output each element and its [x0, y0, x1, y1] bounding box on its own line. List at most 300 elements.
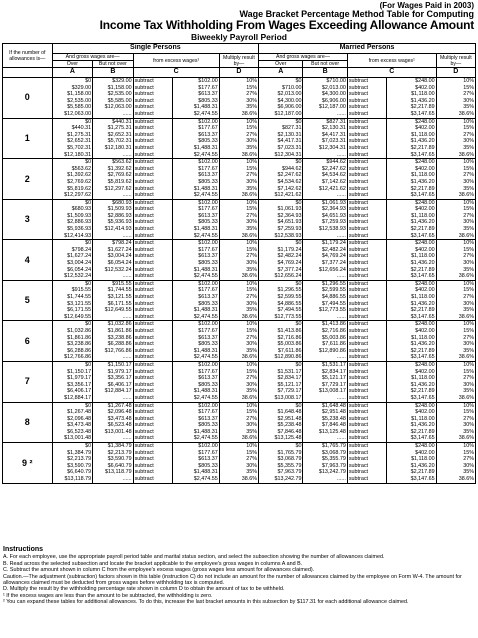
cell-line: subtract — [134, 443, 154, 450]
cell-line: subtract — [134, 212, 154, 219]
cell-line: 27% — [463, 375, 474, 382]
cell-line: 15% — [463, 125, 474, 132]
cell-line: $710.00 — [281, 84, 302, 91]
cell-line: subtract — [348, 415, 369, 422]
cell-line: subtract — [134, 313, 154, 320]
multiply-percent — [436, 240, 475, 281]
cell-line: $402.00 — [415, 165, 435, 172]
cell-line: $177.67 — [198, 327, 218, 334]
cell-line: subtract — [348, 138, 369, 145]
cell-line: 10% — [246, 159, 258, 166]
footnote-1: ¹ If the excess wages are less than the amount to be subtracted, the withholding is zero. — [3, 592, 213, 599]
cell-line: $402.00 — [415, 287, 435, 294]
cell-line: $402.00 — [415, 206, 435, 213]
cell-line: 27% — [246, 294, 258, 300]
cell-line: $5,238.48 — [277, 422, 302, 429]
cell-line: 35% — [463, 185, 474, 192]
subtract-words — [133, 240, 172, 281]
subtract-amounts — [387, 361, 437, 402]
cell-line: $6,406.17 — [67, 388, 92, 395]
cell-line: 27% — [246, 456, 258, 463]
cell-line: $2,217.89 — [410, 469, 435, 476]
cell-line: subtract — [348, 368, 369, 375]
table-row — [3, 118, 476, 159]
cell-line: subtract — [134, 375, 154, 382]
cell-line: subtract — [348, 409, 369, 416]
cell-line: $4,769.24 — [321, 253, 346, 260]
cell-line: subtract — [348, 388, 369, 395]
over-values — [52, 118, 92, 159]
cell-line: 30% — [463, 138, 474, 145]
over-values — [52, 159, 92, 200]
cell-line: $248.00 — [415, 159, 435, 166]
cell-line: 27% — [246, 172, 258, 179]
cell-line: 15% — [246, 206, 258, 213]
cell-line: subtract — [134, 321, 154, 328]
cell-line: $1,436.20 — [410, 422, 435, 429]
cell-line: $1,436.20 — [410, 341, 435, 348]
cell-line: $12,538.93 — [274, 232, 302, 239]
cell-line: $805.33 — [198, 178, 218, 185]
cell-line: $248.00 — [415, 280, 435, 287]
cell-line: $0 — [85, 199, 92, 206]
cell-line: $0 — [85, 280, 92, 287]
not-over-values — [303, 321, 347, 362]
cell-line: 27% — [463, 131, 474, 138]
cell-line: $7,023.31 — [277, 144, 302, 151]
cell-line: $7,611.86 — [322, 341, 346, 348]
over-values — [52, 443, 92, 484]
cell-line: ...... — [122, 354, 132, 361]
cell-line: $1,118.00 — [411, 253, 435, 260]
married-gross-wages-header: And gross wages are— — [259, 54, 348, 61]
subtract-words — [347, 159, 386, 200]
cell-line: ...... — [122, 192, 132, 199]
cell-line: $2,599.55 — [277, 294, 302, 300]
cell-line: subtract — [134, 327, 154, 334]
cell-line: 10% — [463, 402, 474, 409]
cell-line: subtract — [348, 118, 369, 125]
cell-line: $3,004.24 — [67, 260, 92, 267]
cell-line: 15% — [246, 449, 258, 456]
single-subtract-header: from excess wages¹ — [133, 54, 219, 68]
allowance-count: 5 — [3, 280, 53, 321]
cell-line: 30% — [463, 381, 474, 388]
cell-line: $827.31 — [281, 125, 302, 132]
over-values — [259, 78, 303, 119]
cell-line: $12,304.31 — [318, 144, 346, 151]
subtract-words — [133, 78, 172, 119]
cell-line: 30% — [246, 97, 258, 104]
cell-line: $4,769.24 — [277, 260, 302, 267]
cell-line: subtract — [348, 192, 369, 199]
cell-line: subtract — [134, 144, 154, 151]
cell-line: $3,147.65 — [410, 354, 435, 361]
cell-line: subtract — [348, 476, 369, 483]
single-gross-wages-header: And gross wages are— — [52, 54, 133, 61]
col-letter: A — [259, 68, 303, 78]
cell-line: $177.67 — [198, 409, 218, 416]
cell-line: $2,535.00 — [107, 91, 132, 98]
cell-line: $6,640.79 — [67, 469, 92, 476]
not-over-values — [93, 321, 133, 362]
cell-line: $1,488.31 — [193, 104, 218, 111]
table-row — [3, 321, 476, 362]
cell-line: 15% — [463, 368, 474, 375]
cell-line: $12,884.17 — [64, 394, 92, 401]
cell-line: 10% — [463, 280, 474, 287]
table-row — [3, 78, 476, 119]
cell-line: subtract — [134, 206, 154, 213]
multiply-percent — [436, 159, 475, 200]
allowance-count: 0 — [3, 78, 53, 119]
cell-line: subtract — [134, 110, 154, 117]
subtract-amounts — [172, 159, 219, 200]
cell-line: $5,585.00 — [67, 104, 92, 111]
col-letter: D — [219, 68, 258, 78]
cell-line: subtract — [348, 394, 369, 401]
multiply-percent — [219, 280, 258, 321]
cell-line: $2,769.62 — [67, 178, 92, 185]
cell-line: subtract — [134, 131, 154, 138]
table-title-line1: Wage Bracket Percentage Method Table for Computing — [239, 9, 474, 19]
cell-line: $613.37 — [198, 253, 218, 260]
cell-line: $2,474.55 — [193, 435, 218, 442]
cell-line: subtract — [348, 313, 369, 320]
subtract-amounts — [172, 443, 219, 484]
cell-line: $2,482.24 — [321, 246, 346, 253]
cell-line: 15% — [246, 327, 258, 334]
cell-line: $7,494.55 — [277, 307, 302, 314]
cell-line: subtract — [134, 428, 154, 435]
multiply-percent — [436, 443, 475, 484]
cell-line: 10% — [463, 361, 474, 368]
cell-line: subtract — [348, 341, 369, 348]
subtract-words — [347, 118, 386, 159]
cell-line: subtract — [134, 125, 154, 132]
cell-line: $6,523.48 — [67, 428, 92, 435]
cell-line: $798.24 — [71, 246, 92, 253]
cell-line: $1,118.00 — [411, 131, 435, 138]
cell-line: $0 — [85, 321, 92, 328]
subtract-words — [133, 159, 172, 200]
cell-line: $248.00 — [415, 361, 435, 368]
cell-line: $2,834.17 — [277, 375, 302, 382]
cell-line: subtract — [134, 280, 154, 287]
cell-line: subtract — [348, 219, 369, 226]
cell-line: ...... — [122, 273, 132, 280]
cell-line: 35% — [246, 469, 258, 476]
cell-line: $1,436.20 — [410, 300, 435, 307]
cell-line: $402.00 — [415, 125, 435, 132]
cell-line: subtract — [348, 422, 369, 429]
cell-line: subtract — [348, 361, 369, 368]
cell-line: $1,392.62 — [67, 172, 92, 179]
cell-line: 35% — [246, 144, 258, 151]
cell-line: $6,640.79 — [107, 462, 132, 469]
cell-line: $805.33 — [198, 422, 218, 429]
cell-line: $0 — [85, 159, 92, 166]
cell-line: subtract — [134, 232, 154, 239]
cell-line: subtract — [348, 443, 369, 450]
cell-line: subtract — [134, 415, 154, 422]
subtract-words — [133, 361, 172, 402]
cell-line: 27% — [246, 91, 258, 98]
cell-line: $3,147.65 — [410, 273, 435, 280]
cell-line: $2,364.93 — [321, 206, 346, 213]
cell-line: $798.24 — [112, 240, 132, 247]
cell-line: $1,979.17 — [107, 368, 132, 375]
cell-line: $12,890.86 — [318, 347, 346, 354]
cell-line: $329.00 — [112, 78, 132, 84]
multiply-percent — [219, 361, 258, 402]
cell-line: $1,158.00 — [67, 91, 92, 98]
cell-line: ...... — [336, 110, 346, 117]
cell-line: $0 — [295, 240, 302, 247]
cell-line: $2,652.31 — [107, 131, 132, 138]
cell-line: $3,147.65 — [410, 476, 435, 483]
multiply-percent — [219, 78, 258, 119]
cell-line: $102.00 — [198, 159, 218, 166]
cell-line: $6,054.24 — [67, 266, 92, 273]
cell-line: $613.37 — [198, 375, 218, 382]
cell-line: $4,417.31 — [277, 138, 302, 145]
cell-line: $7,611.86 — [277, 347, 302, 354]
cell-line: $13,125.48 — [318, 428, 346, 435]
cell-line: $1,296.55 — [321, 280, 346, 287]
cell-line: subtract — [134, 361, 154, 368]
cell-line: 35% — [463, 266, 474, 273]
cell-line: $177.67 — [198, 246, 218, 253]
subtract-amounts — [172, 240, 219, 281]
cell-line: $613.37 — [198, 334, 218, 341]
cell-line: 27% — [463, 415, 474, 422]
cell-line: subtract — [134, 456, 154, 463]
subtract-words — [347, 240, 386, 281]
multiply-percent — [219, 159, 258, 200]
multiply-percent — [219, 199, 258, 240]
not-over-values — [303, 159, 347, 200]
cell-line: $1,179.24 — [321, 240, 346, 247]
cell-line: $102.00 — [198, 361, 218, 368]
cell-line: $2,716.86 — [277, 334, 302, 341]
instructions — [3, 547, 475, 606]
over-values — [259, 402, 303, 443]
cell-line: $0 — [85, 240, 92, 247]
cell-line: $12,884.17 — [104, 388, 132, 395]
cell-line: subtract — [348, 97, 369, 104]
cell-line: $3,473.48 — [67, 422, 92, 429]
cell-line: $0 — [85, 443, 92, 450]
cell-line: $102.00 — [198, 240, 218, 247]
cell-line: $1,413.86 — [277, 327, 302, 334]
cell-line: $3,068.79 — [321, 449, 346, 456]
cell-line: $12,532.24 — [64, 273, 92, 280]
cell-line: $2,130.31 — [277, 131, 302, 138]
allowance-count: 1 — [3, 118, 53, 159]
cell-line: $12,773.55 — [318, 307, 346, 314]
cell-line: subtract — [134, 226, 154, 233]
cell-line: subtract — [348, 327, 369, 334]
cell-line: $12,297.62 — [64, 192, 92, 199]
cell-line: $5,702.31 — [107, 138, 132, 145]
cell-line: $1,979.17 — [67, 375, 92, 382]
cell-line: 35% — [463, 469, 474, 476]
not-over-values — [303, 443, 347, 484]
cell-line: ...... — [122, 151, 132, 158]
cell-line: $1,118.00 — [411, 172, 435, 179]
cell-line: subtract — [134, 199, 154, 206]
cell-line: $12,656.24 — [318, 266, 346, 273]
over-values — [259, 321, 303, 362]
cell-line: $12,063.00 — [64, 110, 92, 117]
subtract-amounts — [387, 402, 437, 443]
subtract-words — [133, 280, 172, 321]
over-values — [259, 118, 303, 159]
cell-line: 10% — [463, 321, 474, 328]
cell-line: $0 — [85, 402, 92, 409]
cell-line: $1,267.48 — [67, 409, 92, 416]
cell-line: subtract — [134, 273, 154, 280]
cell-line: 35% — [246, 347, 258, 354]
cell-line: ...... — [336, 192, 346, 199]
subtract-amounts — [172, 78, 219, 119]
cell-line: subtract — [134, 172, 154, 179]
cell-line: subtract — [134, 78, 154, 84]
cell-line: $1,275.31 — [67, 131, 92, 138]
cell-line: 30% — [463, 97, 474, 104]
cell-line: $4,417.31 — [321, 131, 346, 138]
cell-line: ...... — [122, 313, 132, 320]
cell-line: subtract — [134, 266, 154, 273]
cell-line: 27% — [246, 212, 258, 219]
single-not-over-header: But not over — [93, 61, 133, 68]
cell-line: $1,032.86 — [67, 327, 92, 334]
cell-line: 15% — [463, 409, 474, 416]
cell-line: subtract — [348, 206, 369, 213]
cell-line: $1,509.93 — [67, 212, 92, 219]
cell-line: $3,147.65 — [410, 232, 435, 239]
instructions-title: Instructions — [3, 546, 44, 553]
cell-line: $1,436.20 — [410, 178, 435, 185]
cell-line: $3,473.48 — [107, 415, 132, 422]
cell-line: $402.00 — [415, 327, 435, 334]
cell-line: $7,259.93 — [321, 219, 346, 226]
cell-line: subtract — [348, 287, 369, 294]
cell-line: 30% — [463, 178, 474, 185]
cell-line: $5,702.31 — [67, 144, 92, 151]
cell-line: 30% — [463, 422, 474, 429]
not-over-values — [93, 199, 133, 240]
allowance-count: 3 — [3, 199, 53, 240]
cell-line: $5,355.79 — [277, 462, 302, 469]
cell-line: $7,846.48 — [321, 422, 346, 429]
cell-line: $4,651.93 — [277, 219, 302, 226]
cell-line: $2,474.55 — [193, 394, 218, 401]
cell-line: $12,187.00 — [318, 104, 346, 111]
subtract-amounts — [172, 321, 219, 362]
subtract-amounts — [172, 402, 219, 443]
cell-line: 38.6% — [458, 394, 474, 401]
cell-line: $0 — [295, 361, 302, 368]
cell-line: subtract — [134, 462, 154, 469]
cell-line: $102.00 — [198, 199, 218, 206]
cell-line: $2,213.79 — [67, 456, 92, 463]
cell-line: $1,118.00 — [411, 294, 435, 300]
cell-line: $3,121.55 — [107, 294, 132, 300]
cell-line: 35% — [463, 226, 474, 233]
cell-line: 27% — [463, 334, 474, 341]
cell-line: 38.6% — [241, 151, 258, 158]
not-over-values — [93, 78, 133, 119]
cell-line: $13,001.48 — [64, 435, 92, 442]
cell-line: 38.6% — [241, 354, 258, 361]
over-values — [52, 199, 92, 240]
cell-line: ...... — [122, 232, 132, 239]
cell-line: $1,061.93 — [277, 206, 302, 213]
cell-line: $13,118.79 — [105, 469, 132, 476]
subtract-amounts — [172, 280, 219, 321]
married-not-over-header: But not over — [303, 61, 347, 68]
cell-line: $2,482.24 — [277, 253, 302, 260]
cell-line: $613.37 — [198, 91, 218, 98]
cell-line: $3,356.17 — [107, 375, 132, 382]
cell-line: $5,003.86 — [277, 341, 302, 348]
cell-line: $2,474.55 — [193, 476, 218, 483]
not-over-values — [93, 402, 133, 443]
cell-line: $177.67 — [198, 165, 218, 172]
cell-line: $1,158.00 — [107, 84, 132, 91]
cell-line: subtract — [134, 246, 154, 253]
cell-line: $2,474.55 — [193, 273, 218, 280]
cell-line: subtract — [134, 341, 154, 348]
multiply-percent — [219, 240, 258, 281]
cell-line: subtract — [134, 240, 154, 247]
cell-line: $805.33 — [198, 381, 218, 388]
cell-line: $1,118.00 — [411, 415, 435, 422]
cell-line: $102.00 — [198, 402, 218, 409]
cell-line: ...... — [336, 354, 346, 361]
cell-line: $0 — [295, 199, 302, 206]
cell-line: $1,061.93 — [321, 199, 346, 206]
cell-line: $2,217.89 — [410, 347, 435, 354]
cell-line: $12,421.62 — [274, 192, 302, 199]
cell-line: subtract — [134, 435, 154, 442]
cell-line: $1,150.17 — [107, 361, 132, 368]
cell-line: $1,531.17 — [277, 368, 302, 375]
instruction-a: A. For each employee, use the appropriate payroll period table and marital status section, and select the subsection showing the number of allowances claimed. — [3, 554, 385, 561]
cell-line: $2,474.55 — [193, 232, 218, 239]
cell-line: $613.37 — [198, 294, 218, 300]
cell-line: $4,300.00 — [277, 97, 302, 104]
cell-line: $805.33 — [198, 462, 218, 469]
subtract-words — [133, 199, 172, 240]
cell-line: 30% — [246, 178, 258, 185]
cell-line: 27% — [246, 253, 258, 260]
cell-line: $1,436.20 — [410, 219, 435, 226]
cell-line: $0 — [85, 78, 92, 84]
not-over-values — [93, 240, 133, 281]
cell-line: $7,142.62 — [321, 178, 346, 185]
cell-line: subtract — [134, 91, 154, 98]
cell-line: $613.37 — [198, 212, 218, 219]
cell-line: 30% — [246, 300, 258, 307]
cell-line: $2,217.89 — [410, 266, 435, 273]
cell-line: $12,766.86 — [104, 347, 132, 354]
cell-line: subtract — [348, 84, 369, 91]
allowance-count: 9 ² — [3, 443, 53, 484]
cell-line: subtract — [134, 260, 154, 267]
